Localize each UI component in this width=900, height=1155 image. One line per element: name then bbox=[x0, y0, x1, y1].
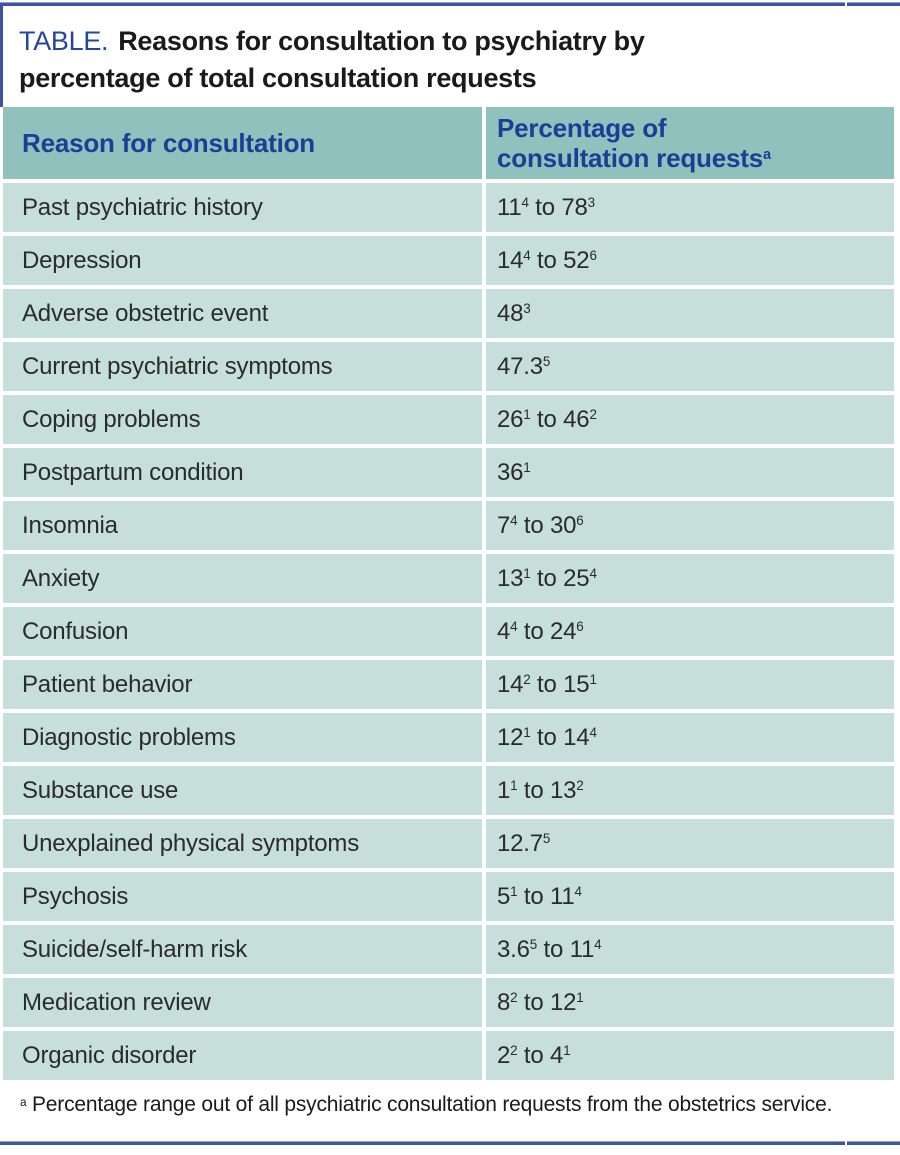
percentage-cell: 12.7$^5$ bbox=[486, 819, 894, 868]
title-line2: percentage of total consultation requests bbox=[19, 63, 537, 93]
table-row bbox=[3, 501, 894, 550]
percentage-cell: $36^1$ bbox=[486, 448, 894, 497]
reason-cell: Past psychiatric history bbox=[3, 183, 482, 232]
header-reason-label: Reason for consultation bbox=[22, 128, 315, 158]
percentage-cell: $4^4$ to $24^6$ bbox=[486, 607, 894, 656]
reason-cell: Organic disorder bbox=[3, 1031, 482, 1080]
reason-cell: Confusion bbox=[3, 607, 482, 656]
reference-superscript: 1 bbox=[576, 990, 584, 1006]
footnote-text: Percentage range out of all psychiatric consultation requests from the obstetrics service. bbox=[31, 1093, 833, 1116]
header-percentage-label: Percentage of consultation requests$^a$ bbox=[497, 113, 771, 173]
percentage-cell: $1^1$ to $13^2$ bbox=[486, 766, 894, 815]
table-row bbox=[3, 289, 894, 338]
table-label: TABLE. bbox=[19, 26, 109, 56]
reason-cell: Coping problems bbox=[3, 395, 482, 444]
header-reason-cell bbox=[3, 107, 482, 179]
reference-superscript: 2 bbox=[523, 672, 531, 688]
percentage-cell: 47.3$^5$ bbox=[486, 342, 894, 391]
reference-superscript: 5 bbox=[542, 831, 551, 847]
percentage-cell: $26^1$ to $46^2$ bbox=[486, 395, 894, 444]
table-row bbox=[3, 713, 894, 762]
reason-cell: Depression bbox=[3, 236, 482, 285]
reference-superscript: 6 bbox=[576, 513, 584, 529]
reference-superscript: 1 bbox=[510, 884, 518, 900]
reference-superscript: 4 bbox=[589, 566, 597, 582]
reason-cell: Patient behavior bbox=[3, 660, 482, 709]
table-row bbox=[3, 1031, 894, 1080]
table-body bbox=[3, 183, 894, 1080]
table-row bbox=[3, 872, 894, 921]
reference-superscript: 4 bbox=[521, 195, 529, 211]
table-row bbox=[3, 395, 894, 444]
table-row bbox=[3, 766, 894, 815]
reference-superscript: 1 bbox=[523, 460, 531, 476]
table-row bbox=[3, 819, 894, 868]
reason-cell: Diagnostic problems bbox=[3, 713, 482, 762]
reference-superscript: 2 bbox=[510, 990, 518, 1006]
percentage-cell: $12^1$ to $14^4$ bbox=[486, 713, 894, 762]
reference-superscript: 5 bbox=[542, 354, 551, 370]
percentage-cell: $8^2$ to $12^1$ bbox=[486, 978, 894, 1027]
table-row bbox=[3, 554, 894, 603]
reference-superscript: 2 bbox=[510, 1043, 518, 1059]
table-row bbox=[3, 236, 894, 285]
percentage-cell: $14^4$ to $52^6$ bbox=[486, 236, 894, 285]
reference-superscript: 1 bbox=[523, 566, 531, 582]
reason-cell: Adverse obstetric event bbox=[3, 289, 482, 338]
reference-superscript: 1 bbox=[523, 407, 531, 423]
percentage-cell: $5^1$ to $11^4$ bbox=[486, 872, 894, 921]
table-row bbox=[3, 925, 894, 974]
reference-superscript: 6 bbox=[576, 619, 584, 635]
consultation-table bbox=[3, 107, 894, 1080]
reason-cell: Medication review bbox=[3, 978, 482, 1027]
reference-superscript: 4 bbox=[510, 619, 518, 635]
reference-superscript: 1 bbox=[523, 725, 531, 741]
percentage-cell: $48^3$ bbox=[486, 289, 894, 338]
footnote-marker: a bbox=[762, 147, 771, 163]
table-header-row bbox=[3, 107, 894, 179]
reference-superscript: 2 bbox=[576, 778, 584, 794]
reference-superscript: 3 bbox=[523, 301, 531, 317]
table-row bbox=[3, 607, 894, 656]
table-row bbox=[3, 342, 894, 391]
reference-superscript: 4 bbox=[574, 884, 582, 900]
reason-cell: Suicide/self-harm risk bbox=[3, 925, 482, 974]
page-title bbox=[19, 23, 840, 97]
footnote bbox=[20, 1093, 890, 1117]
title-block bbox=[0, 6, 900, 107]
reason-cell: Insomnia bbox=[3, 501, 482, 550]
percentage-cell: $11^4$ to $78^3$ bbox=[486, 183, 894, 232]
reference-superscript: 1 bbox=[563, 1043, 571, 1059]
table-row bbox=[3, 183, 894, 232]
bottom-rule bbox=[0, 1141, 900, 1145]
header-percentage-cell bbox=[486, 107, 894, 179]
reference-superscript: 5 bbox=[529, 937, 538, 953]
reference-superscript: 2 bbox=[589, 407, 597, 423]
percentage-cell: $13^1$ to $25^4$ bbox=[486, 554, 894, 603]
reference-superscript: 4 bbox=[589, 725, 597, 741]
percentage-cell: $2^2$ to $4^1$ bbox=[486, 1031, 894, 1080]
reason-cell: Psychosis bbox=[3, 872, 482, 921]
reason-cell: Anxiety bbox=[3, 554, 482, 603]
reference-superscript: 4 bbox=[594, 937, 602, 953]
reference-superscript: 1 bbox=[510, 778, 518, 794]
reason-cell: Substance use bbox=[3, 766, 482, 815]
reference-superscript: 4 bbox=[523, 248, 531, 264]
reason-cell: Postpartum condition bbox=[3, 448, 482, 497]
reference-superscript: 4 bbox=[510, 513, 518, 529]
table-row bbox=[3, 978, 894, 1027]
reference-superscript: 3 bbox=[587, 195, 595, 211]
percentage-cell: $3.6^5$ to $11^4$ bbox=[486, 925, 894, 974]
percentage-cell: $14^2$ to $15^1$ bbox=[486, 660, 894, 709]
reason-cell: Unexplained physical symptoms bbox=[3, 819, 482, 868]
top-rule bbox=[0, 2, 900, 6]
reference-superscript: 1 bbox=[589, 672, 597, 688]
table-row bbox=[3, 660, 894, 709]
reason-cell: Current psychiatric symptoms bbox=[3, 342, 482, 391]
title-line1: Reasons for consultation to psychiatry by bbox=[118, 26, 645, 56]
table-row bbox=[3, 448, 894, 497]
percentage-cell: $7^4$ to $30^6$ bbox=[486, 501, 894, 550]
footnote-superscript: a bbox=[20, 1095, 27, 1109]
reference-superscript: 6 bbox=[589, 248, 597, 264]
